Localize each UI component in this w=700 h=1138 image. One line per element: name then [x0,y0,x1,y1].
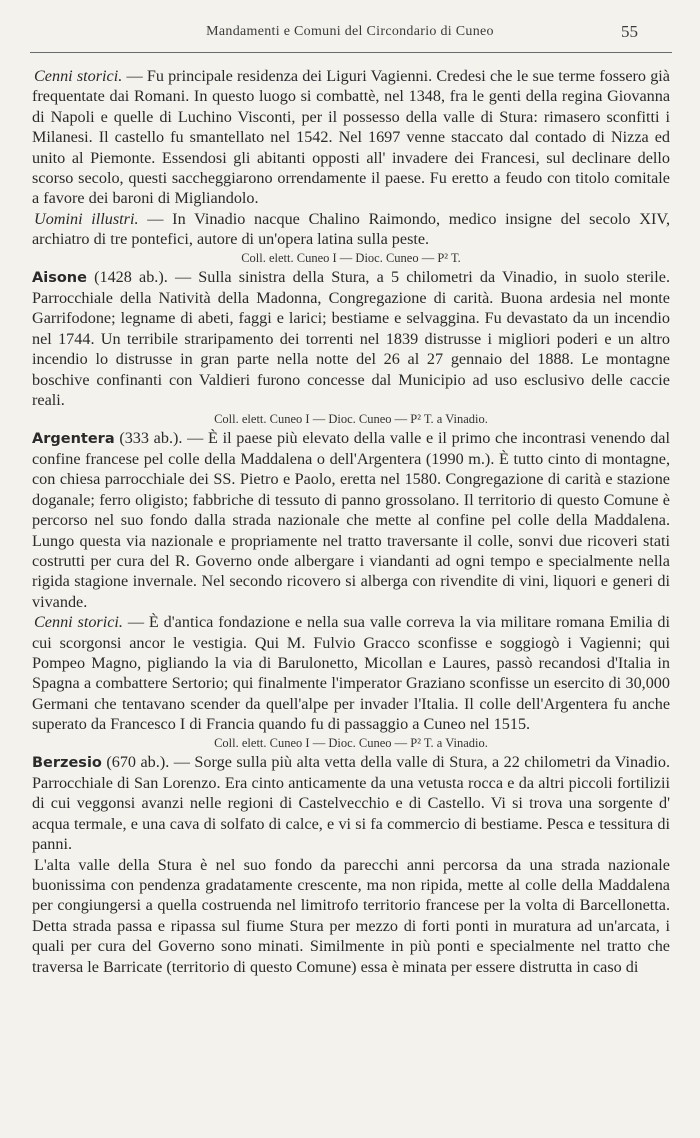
vinadio-coll-line: Coll. elett. Cuneo I — Dioc. Cuneo — P² T. [241,250,461,265]
argentera-cenni-text: — È d'antica fondazione e nella sua valle correva la via militare romana Emilia di cui scorgonsi ancor le vestigia. Qui M. Fulvio Gracco sconfisse e soggiogò i Vagienni; qui Pompeo Magno, pigliando la via di Barulonetto, Micollan e Laures, passò recandosi d'Italia in Spagna a combattere Sertorio; qui finalmente l'imperator Graziano sconfisse un esercito di 30,000 Germani che tentavano scender da quell'alpe per invader l'Italia. Il colle dell'Argentera fu anche superato da Francesco I di Francia quando fu di passaggio a Cuneo nel 1515. [32,613,670,734]
argentera-coll-line: Coll. elett. Cuneo I — Dioc. Cuneo — P² T. a Vinadio. [214,735,488,750]
body-text [32,66,670,977]
argentera-cenni-paragraph [32,612,670,734]
running-title: Mandamenti e Comuni del Circondario di Cuneo [206,24,494,39]
aisone-name: Aisone [32,269,87,286]
header-rule [30,52,672,53]
page-header [0,24,700,46]
argentera-entry [32,428,670,613]
vinadio-cenni-label: Cenni storici. [34,67,123,85]
vinadio-uomini-text: — In Vinadio nacque Chalino Raimondo, medico insigne del secolo XIV, archiatro di tre pontefici, autore di un'opera latina sulla peste. [32,209,670,249]
berzesio-name: Berzesio [32,754,102,771]
vinadio-cenni-text: — Fu principale residenza dei Liguri Vagienni. Credesi che le sue terme fossero già frequentate dai Romani. In questo luogo si combattè, nel 1348, fra le genti della regina Giovanna di Napoli e quelle di Luchino Visconti, per il possesso della valle di Stura: rimasero sconfitti i Milanesi. Il castello fu smantellato nel 1542. Nel 1697 venne staccato dal contado di Nizza ed unito al Piemonte. Essendosi gli abitanti opposti all' invadere dei Francesi, sul declinare dello scorso secolo, questi saccheggiarono orrendamente il paese. Fu eretto a feudo con titolo comitale a favore dei baroni di Migliandolo. [32,67,670,208]
aisone-entry [32,267,670,411]
berzesio-entry [32,752,670,855]
vinadio-cenni-paragraph [32,66,670,209]
aisone-coll-line: Coll. elett. Cuneo I — Dioc. Cuneo — P² T. a Vinadio. [214,411,488,426]
page-number: 55 [621,22,638,41]
berzesio-paragraph-2: L'alta valle della Stura è nel suo fondo da parecchi anni percorsa da una strada nazionale buonissima con pendenza gradatamente crescente, ma non ripida, mette al colle della Maddalena per congiungersi a quella costruenda nel limitrofo territorio francese per la volta di Barcellonetta. Detta strada passa e ripassa sul fiume Stura per mezzo di forti ponti in muratura ad un'arcata, i quali per cura del Governo sono minati. Similmente in più ponti e specialmente nel tratto che traversa le Barricate (territorio di questo Comune) essa è minata per essere distrutta in caso di [32,855,670,976]
aisone-text: (1428 ab.). — Sulla sinistra della Stura, a 5 chilometri da Vinadio, in suolo sterile. Parrocchiale della Natività della Madonna, Congregazione di carità. Buona ardesia nel monte Garrifodone; legname di abeti, faggi e larici; bestiame e selvaggina. Fu devastato da un incendio nel 1744. Un terribile straripamento dei torrenti nel 1839 distrusse i migliori poderi e un altro incendio lo distrusse in gran parte nella notte del 26 al 27 gennaio del 1888. Le montagne boschive confinanti con Valdieri furono concesse dal Municipio ad uso esclusivo delle caccie reali. [32,267,670,410]
vinadio-uomini-paragraph [32,209,670,250]
argentera-cenni-label: Cenni storici. [34,613,123,632]
argentera-name: Argentera [32,430,115,447]
vinadio-uomini-label: Uomini illustri. [34,209,139,228]
berzesio-text: (670 ab.). — Sorge sulla più alta vetta della valle di Stura, a 22 chilometri da Vinadio. Parrocchiale di San Lorenzo. Era cinto anticamente da una vetusta rocca e da altri piccoli fortilizii di cui veggonsi avanzi nelle regioni di Castelvecchio e di Castello. Vi si trova una sorgente d' acqua termale, e una cava di solfato di calce, e vi si fa commercio di bestiame. Pesca e tessitura di panni. [32,752,670,854]
argentera-text: (333 ab.). — È il paese più elevato della valle e il primo che incontrasi venendo dal confine francese pel colle della Maddalena o dell'Argentera (1990 m.). È tutto cinto di montagne, con chiesa parrocchiale dei SS. Pietro e Paolo, eretta nel 1580. Congregazione di carità e stazione doganale; ferro oligisto; fabbriche di tessuto di panno grossolano. Il territorio di questo Comune è percorso nel suo fondo dalla strada nazionale che mette al confine pel colle della Maddalena. Lungo questa via nazionale e propriamente nel tratto traversante il colle, sonvi due ricoveri stati costrutti per cura del R. Governo onde albergare i viandanti ad ogni tempo e specialmente nella rigida stagione invernale. Nel secondo ricovero si alberga con rivendite di vini, liquori e generi di vivande. [32,428,670,611]
